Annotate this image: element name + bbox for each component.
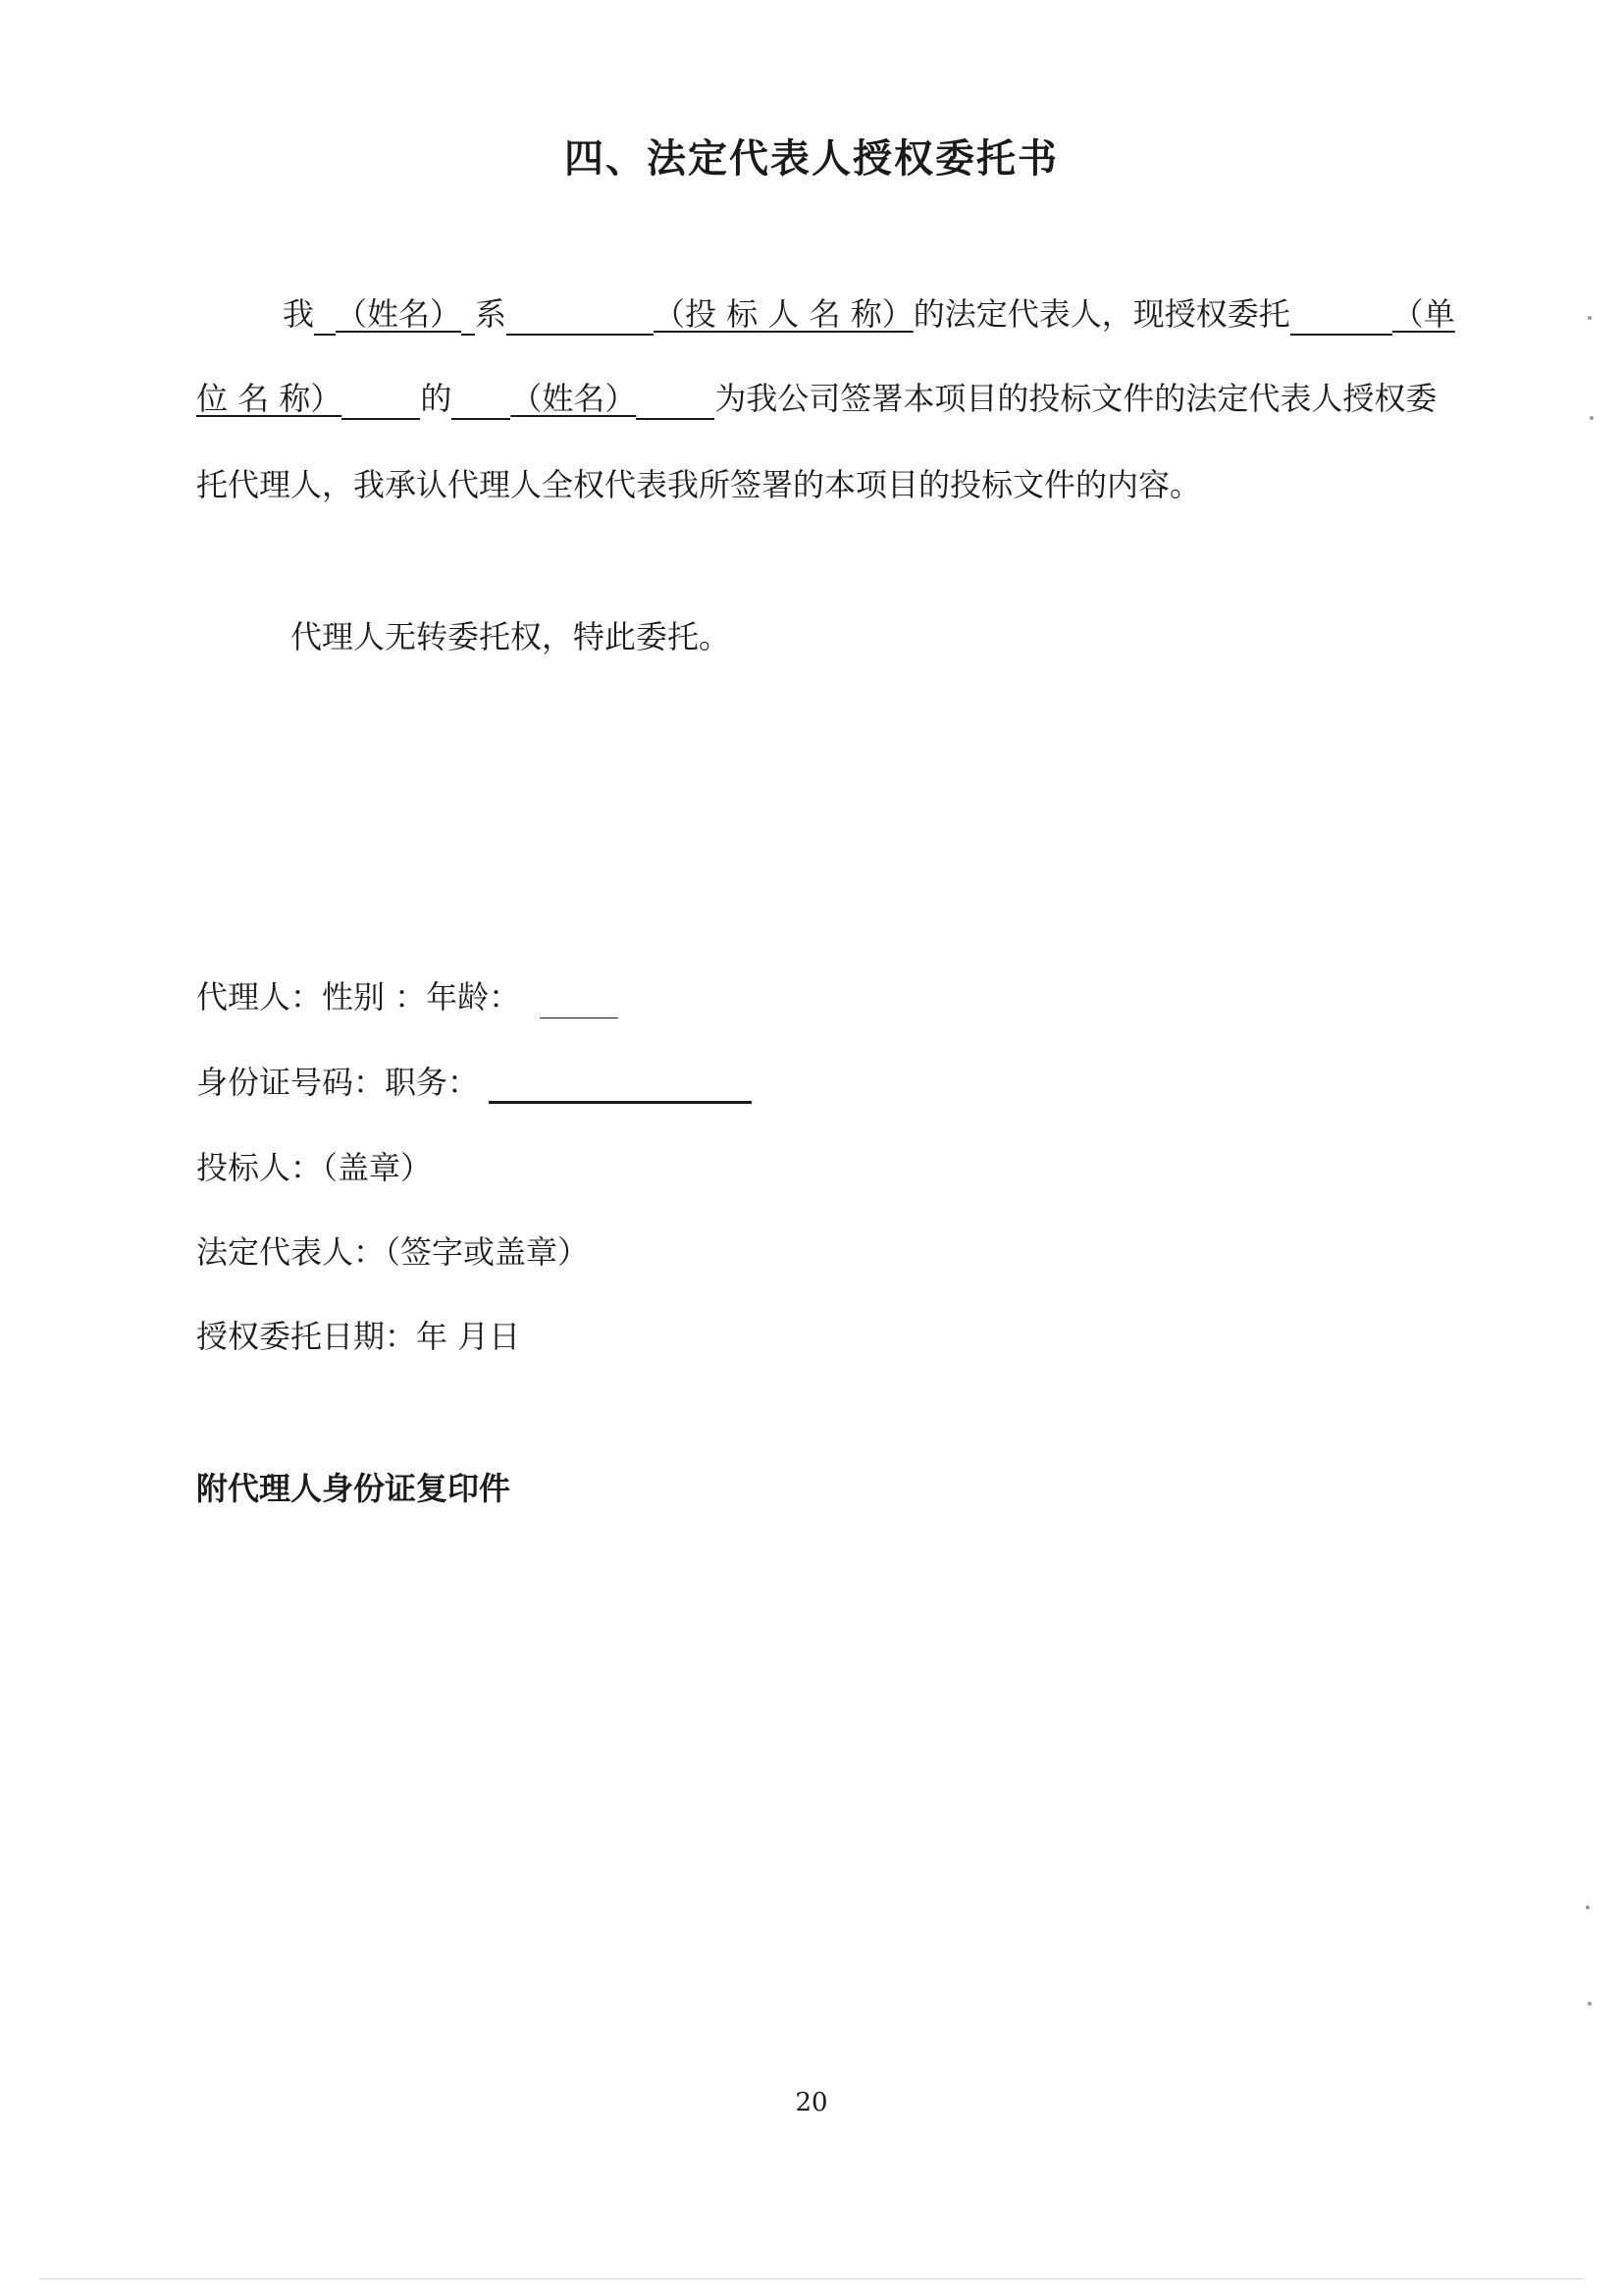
paragraph-1-line-3-text: 托代理人，我承认代理人全权代表我所签署的本项目的投标文件的内容。	[196, 466, 1202, 503]
unit-name-blank-end: 位 名 称）	[196, 380, 342, 417]
text-wo: 我	[283, 295, 315, 333]
scan-speck	[1586, 1905, 1590, 1909]
attachment-heading: 附代理人身份证复印件	[196, 1470, 511, 1507]
legal-rep-label: 法定代表人：（签字或盖章）	[196, 1233, 590, 1271]
id-number-field	[196, 1061, 752, 1104]
agent-field	[196, 975, 618, 1018]
name-blank: （姓名）	[336, 295, 462, 333]
paragraph-2	[290, 615, 730, 658]
no-subdelegation-text: 代理人无转委托权，特此委托。	[290, 618, 731, 655]
page-title: 四、法定代表人授权委托书	[564, 136, 1059, 182]
auth-date-field	[196, 1315, 520, 1358]
paragraph-1-line-2	[196, 377, 1437, 420]
bidder-seal-label: 投标人：（盖章）	[196, 1149, 433, 1186]
scan-speck	[1588, 316, 1592, 320]
bidder-seal-field	[196, 1146, 432, 1189]
agent-name-blank: （姓名）	[510, 380, 637, 417]
page-number: 20	[795, 2088, 828, 2117]
agent-label: 代理人：性别 ：年龄：	[196, 978, 521, 1016]
paragraph-1-line-3	[196, 463, 1201, 506]
scan-speck	[1588, 2002, 1592, 2006]
text-sign-bid: 为我公司签署本项目的投标文件的法定代表人授权委	[714, 380, 1438, 417]
legal-rep-field	[196, 1230, 589, 1274]
paragraph-1-line-1	[283, 292, 1455, 336]
bidder-name-blank: （投 标 人 名 称）	[654, 295, 914, 333]
id-number-label: 身份证号码：职务：	[196, 1064, 480, 1101]
text-xi: 系	[475, 295, 507, 333]
auth-date-label: 授权委托日期：年 月日	[196, 1318, 521, 1355]
unit-name-blank-start: （单	[1391, 295, 1455, 333]
text-legal-rep-delegate: 的法定代表人，现授权委托	[913, 295, 1290, 333]
text-de: 的	[420, 380, 452, 417]
scan-speck	[1590, 416, 1594, 420]
scan-bottom-edge	[39, 2278, 1584, 2279]
